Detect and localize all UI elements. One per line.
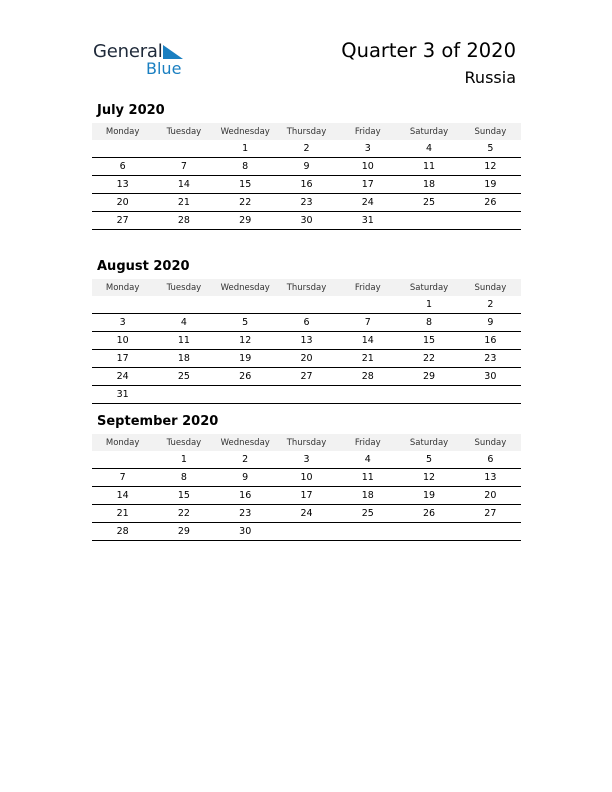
- week-row: [92, 176, 521, 194]
- day-cell: 26: [398, 505, 459, 523]
- day-cell: 16: [276, 176, 337, 194]
- logo-blue-text: Blue: [146, 59, 182, 78]
- day-cell: 23: [215, 505, 276, 523]
- day-cell: 28: [92, 523, 153, 541]
- week-row: [92, 296, 521, 314]
- weekday-header: Tuesday: [153, 279, 214, 296]
- day-cell: [92, 296, 153, 314]
- day-cell: 8: [153, 469, 214, 487]
- week-row: [92, 368, 521, 386]
- day-cell: 17: [276, 487, 337, 505]
- day-cell: 19: [398, 487, 459, 505]
- day-cell: 13: [276, 332, 337, 350]
- day-cell: 15: [153, 487, 214, 505]
- day-cell: 1: [215, 140, 276, 158]
- day-cell: [276, 523, 337, 541]
- day-cell: 22: [153, 505, 214, 523]
- day-cell: 19: [460, 176, 521, 194]
- day-cell: 27: [276, 368, 337, 386]
- day-cell: 2: [215, 451, 276, 469]
- day-cell: 20: [276, 350, 337, 368]
- week-row: [92, 194, 521, 212]
- calendar-table: [92, 123, 521, 230]
- weekday-header: Thursday: [276, 434, 337, 451]
- weekday-header-row: [92, 123, 521, 140]
- day-cell: 12: [215, 332, 276, 350]
- day-cell: 4: [337, 451, 398, 469]
- week-row: [92, 350, 521, 368]
- day-cell: 27: [92, 212, 153, 230]
- day-cell: 18: [398, 176, 459, 194]
- weekday-header: Saturday: [398, 434, 459, 451]
- weekday-header: Monday: [92, 434, 153, 451]
- day-cell: 24: [276, 505, 337, 523]
- weekday-header: Sunday: [460, 123, 521, 140]
- day-cell: 1: [398, 296, 459, 314]
- day-cell: 12: [460, 158, 521, 176]
- day-cell: 7: [153, 158, 214, 176]
- day-cell: 11: [398, 158, 459, 176]
- week-row: [92, 487, 521, 505]
- day-cell: [460, 386, 521, 404]
- day-cell: 9: [460, 314, 521, 332]
- day-cell: 29: [215, 212, 276, 230]
- day-cell: 29: [398, 368, 459, 386]
- week-row: [92, 140, 521, 158]
- day-cell: 30: [215, 523, 276, 541]
- weekday-header: Monday: [92, 123, 153, 140]
- day-cell: 8: [398, 314, 459, 332]
- day-cell: 30: [460, 368, 521, 386]
- day-cell: 18: [153, 350, 214, 368]
- day-cell: 29: [153, 523, 214, 541]
- day-cell: 31: [337, 212, 398, 230]
- weekday-header: Thursday: [276, 123, 337, 140]
- day-cell: 5: [215, 314, 276, 332]
- weekday-header-row: [92, 434, 521, 451]
- calendar-table: [92, 279, 521, 404]
- day-cell: 1: [153, 451, 214, 469]
- day-cell: 26: [215, 368, 276, 386]
- day-cell: 12: [398, 469, 459, 487]
- day-cell: 22: [215, 194, 276, 212]
- day-cell: 24: [337, 194, 398, 212]
- day-cell: 25: [337, 505, 398, 523]
- weekday-header: Wednesday: [215, 434, 276, 451]
- day-cell: 31: [92, 386, 153, 404]
- day-cell: 16: [460, 332, 521, 350]
- week-row: [92, 332, 521, 350]
- week-row: [92, 469, 521, 487]
- day-cell: 6: [276, 314, 337, 332]
- day-cell: 3: [276, 451, 337, 469]
- weekday-header: Sunday: [460, 434, 521, 451]
- weekday-header: Friday: [337, 123, 398, 140]
- day-cell: 3: [337, 140, 398, 158]
- day-cell: 30: [276, 212, 337, 230]
- month-august: [92, 258, 521, 404]
- week-row: [92, 451, 521, 469]
- day-cell: 9: [276, 158, 337, 176]
- weekday-header: Sunday: [460, 279, 521, 296]
- country-label: Russia: [464, 68, 516, 87]
- weekday-header: Thursday: [276, 279, 337, 296]
- day-cell: 16: [215, 487, 276, 505]
- day-cell: 5: [460, 140, 521, 158]
- day-cell: 11: [153, 332, 214, 350]
- weekday-header-row: [92, 279, 521, 296]
- weekday-header: Friday: [337, 279, 398, 296]
- day-cell: 23: [460, 350, 521, 368]
- day-cell: 20: [92, 194, 153, 212]
- day-cell: 21: [153, 194, 214, 212]
- day-cell: 19: [215, 350, 276, 368]
- day-cell: 6: [92, 158, 153, 176]
- day-cell: 14: [92, 487, 153, 505]
- day-cell: 18: [337, 487, 398, 505]
- day-cell: [460, 523, 521, 541]
- day-cell: 15: [215, 176, 276, 194]
- day-cell: 8: [215, 158, 276, 176]
- month-september: [92, 413, 521, 541]
- week-row: [92, 212, 521, 230]
- day-cell: 11: [337, 469, 398, 487]
- day-cell: 21: [92, 505, 153, 523]
- day-cell: 24: [92, 368, 153, 386]
- day-cell: 15: [398, 332, 459, 350]
- weekday-header: Monday: [92, 279, 153, 296]
- day-cell: 17: [337, 176, 398, 194]
- day-cell: 2: [460, 296, 521, 314]
- week-row: [92, 158, 521, 176]
- day-cell: 2: [276, 140, 337, 158]
- page-title: Quarter 3 of 2020: [341, 39, 516, 62]
- month-title: July 2020: [97, 103, 165, 118]
- weekday-header: Friday: [337, 434, 398, 451]
- week-row: [92, 386, 521, 404]
- logo-triangle-icon: [161, 45, 183, 59]
- day-cell: 7: [92, 469, 153, 487]
- weekday-header: Saturday: [398, 279, 459, 296]
- logo-general-text: General: [93, 41, 163, 62]
- day-cell: 22: [398, 350, 459, 368]
- day-cell: 10: [337, 158, 398, 176]
- day-cell: 17: [92, 350, 153, 368]
- day-cell: 20: [460, 487, 521, 505]
- day-cell: 21: [337, 350, 398, 368]
- day-cell: [398, 386, 459, 404]
- day-cell: 27: [460, 505, 521, 523]
- day-cell: 5: [398, 451, 459, 469]
- week-row: [92, 523, 521, 541]
- day-cell: 28: [337, 368, 398, 386]
- day-cell: 25: [153, 368, 214, 386]
- day-cell: [215, 296, 276, 314]
- weekday-header: Saturday: [398, 123, 459, 140]
- day-cell: 13: [92, 176, 153, 194]
- day-cell: [92, 140, 153, 158]
- day-cell: 7: [337, 314, 398, 332]
- day-cell: [92, 451, 153, 469]
- day-cell: 25: [398, 194, 459, 212]
- day-cell: [276, 386, 337, 404]
- day-cell: 10: [276, 469, 337, 487]
- day-cell: 4: [153, 314, 214, 332]
- weekday-header: Wednesday: [215, 123, 276, 140]
- day-cell: 3: [92, 314, 153, 332]
- day-cell: 26: [460, 194, 521, 212]
- day-cell: [276, 296, 337, 314]
- week-row: [92, 505, 521, 523]
- day-cell: [215, 386, 276, 404]
- month-july: [92, 102, 521, 230]
- day-cell: [337, 386, 398, 404]
- day-cell: [460, 212, 521, 230]
- day-cell: [337, 296, 398, 314]
- day-cell: 10: [92, 332, 153, 350]
- day-cell: 6: [460, 451, 521, 469]
- day-cell: [153, 386, 214, 404]
- day-cell: [153, 296, 214, 314]
- day-cell: 14: [153, 176, 214, 194]
- week-row: [92, 314, 521, 332]
- weekday-header: Tuesday: [153, 434, 214, 451]
- day-cell: 14: [337, 332, 398, 350]
- day-cell: [398, 523, 459, 541]
- weekday-header: Wednesday: [215, 279, 276, 296]
- calendar-table: [92, 434, 521, 541]
- day-cell: [398, 212, 459, 230]
- day-cell: [337, 523, 398, 541]
- day-cell: 9: [215, 469, 276, 487]
- month-title: August 2020: [97, 259, 190, 274]
- day-cell: 28: [153, 212, 214, 230]
- day-cell: [153, 140, 214, 158]
- day-cell: 13: [460, 469, 521, 487]
- day-cell: 23: [276, 194, 337, 212]
- generalblue-logo: [93, 41, 193, 81]
- month-title: September 2020: [97, 414, 219, 429]
- weekday-header: Tuesday: [153, 123, 214, 140]
- day-cell: 4: [398, 140, 459, 158]
